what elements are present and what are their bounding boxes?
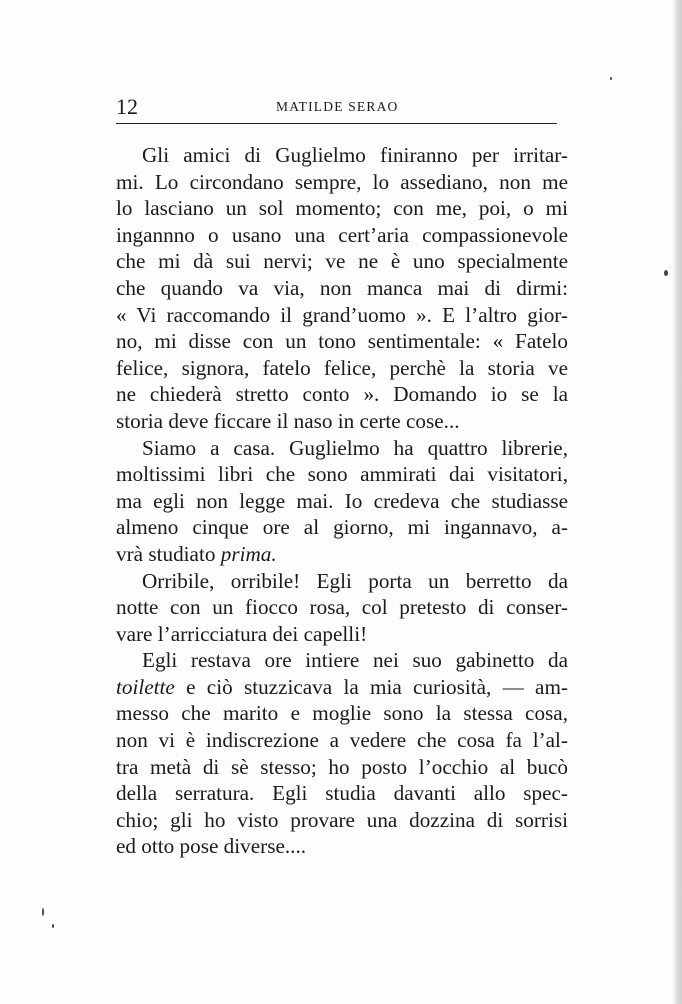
italic-word: toilette [116,674,175,699]
page-header [116,94,557,122]
text-line: Egli restava ore intiere nei suo gabinetto da [142,648,568,673]
text-line: notte con un fiocco rosa, col pretesto di conser- [116,595,568,620]
header-rule [116,123,557,124]
text-fragment: vrà studiato [116,541,216,566]
text-line: non vi è indiscrezione a vedere che cosa fa l’al- [116,728,568,753]
scan-speck [610,77,612,80]
text-line: ne chiederà stretto conto ». Domando io se la [116,382,568,407]
text-line: ingannno o usano una cert’aria compassionevole [116,222,568,247]
page-edge-shadow [672,0,682,1004]
text-line: almeno cinque ore al giorno, mi ingannavo, a- [116,515,568,540]
body-text [116,142,568,860]
text-line: Orribile, orribile! Egli porta un berretto da [142,568,568,593]
text-line: che mi dà sui nervi; ve ne è uno specialmente [116,249,568,274]
text-line: mi. Lo circondano sempre, lo assediano, non me [116,169,568,194]
italic-word: prima. [220,541,277,566]
text-line: no, mi disse con un tono sentimentale: « Fatelo [116,329,568,354]
page-number: 12 [116,94,138,119]
running-title: MATILDE SERAO [276,99,399,114]
scan-speck [42,908,44,916]
text-line: ma egli non legge mai. Io credeva che studiasse [116,488,568,513]
text-line: Siamo a casa. Guglielmo ha quattro librerie, [142,435,568,460]
text-fragment: e ciò stuzzicava la mia curiosità, — am- [174,674,568,699]
text-line: ed otto pose diverse.... [116,834,307,859]
text-line: lo lasciano un sol momento; con me, poi, o mi [116,196,568,221]
text-line: tra metà di sè stesso; ho posto l’occhio al bucò [116,754,568,779]
text-line [116,541,568,568]
text-line: moltissimi libri che sono ammirati dai visitatori, [116,462,568,487]
text-line: felice, signora, fatelo felice, perchè la storia ve [116,355,568,380]
text-line: della serratura. Egli studia davanti allo spec- [116,781,568,806]
text-line: Gli amici di Guglielmo finiranno per irritar- [142,143,568,167]
text-line: storia deve ficcare il naso in certe cose... [116,408,460,433]
scan-speck [664,270,668,276]
text-line: « Vi raccomando il grand’uomo ». E l’altro gior- [116,302,568,327]
scan-speck [52,924,54,928]
text-line: che quando va via, non manca mai di dirmi: [116,275,568,300]
text-line: messo che marito e moglie sono la stessa cosa, [116,701,568,726]
text-line: vare l’arricciatura dei capelli! [116,621,368,646]
text-line: chio; gli ho visto provare una dozzina di sorrisi [116,807,568,832]
text-line [116,674,568,701]
